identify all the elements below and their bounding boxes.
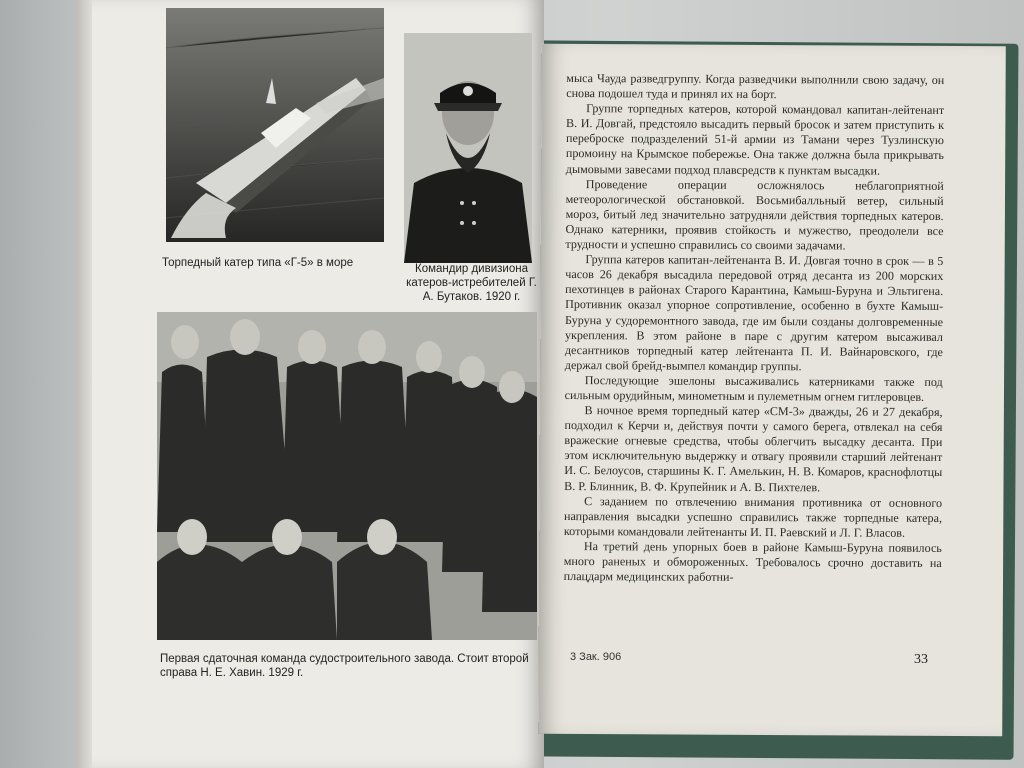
body-text: [564, 71, 945, 586]
commander-portrait-photo: [404, 33, 532, 263]
signature-mark: 3 Зак. 906: [570, 651, 622, 663]
shipyard-crew-group-image: [157, 312, 537, 640]
paragraph: На третий день упорных боев в районе Камыш-Буруна появилось много раненых и обмороженных. Требовалось срочно доставить на плацдарм медицинских работни-: [563, 539, 942, 584]
paragraph: мыса Чауда разведгруппу. Когда разведчики выполнили свою задачу, он снова подошел туда и принял их на борт.: [566, 71, 945, 102]
paragraph: Группе торпедных катеров, которой командовал капитан-лейтенант В. И. Довгай, предстояло высадить первый бросок и затем приступить к переброске подразделений 51-й армии из Тамани через Тузлинскую промоину на Крымское побережье. Она также должна была прикрывать дымовыми завесами подход плавсредств к пунктам высадки.: [565, 101, 945, 178]
paragraph: В ночное время торпедный катер «СМ-3» дважды, 26 и 27 декабря, подходил к Керчи и, действуя почти у самого берега, отвлекал на себя вражеские огневые средства, чтобы облегчить высадку десанта. При этом исключительную выдержку и отвагу проявили старший лейтенант И. С. Белоусов, старшины К. Г. Амелькин, Н. В. Комаров, краснофлотцы В. Р. Блинник, В. Ф. Крупейник и А. В. Пихтелев.: [564, 403, 943, 494]
commander-portrait-image: [404, 33, 532, 263]
page-number: 33: [914, 652, 928, 667]
torpedo-boat-photo-image: [166, 8, 384, 242]
group-photo-caption: Первая сдаточная команда судостроительного завода. Стоит второй справа Н. Е. Хавин. 1929 г.: [160, 653, 529, 679]
boat-photo-caption: Торпедный катер типа «Г-5» в море: [162, 257, 354, 269]
torpedo-boat-photo: [166, 8, 384, 242]
paragraph: Последующие эшелоны высаживались катерниками также под сильным орудийным, минометным и пулеметным огнем гитлеровцев.: [564, 372, 943, 404]
shipyard-crew-group-photo: [157, 312, 537, 640]
portrait-photo-caption: Командир дивизиона катеров-истребителей Г. А. Бутаков. 1920 г.: [406, 263, 537, 303]
paragraph: Проведение операции осложнялось неблагоприятной метеорологической обстановкой. Восьмибалльный ветер, сильный мороз, битый лед значительно затрудняли действия торпедных катеров. Однако катерники, проявив стойкость и мужество, преодолели все трудности и успешно справились со своими задачами.: [565, 176, 944, 253]
paragraph: С заданием по отвлечению внимания противника от основного направления высадки успешно справились также торпедные катера, которыми командовали лейтенанты И. П. Раевский и Л. Г. Власов.: [563, 493, 943, 540]
paragraph: Группа катеров капитан-лейтенанта В. И. Довгая точно в срок — в 5 часов 26 декабря высадила передовой отряд десанта из 200 морских пехотинцев в районах Старого Карантина, Камыш-Буруна и Эльтигена. Противник оказал упорное сопротивление, особенно в бухте Камыш-Буруна у судоремонтного завода, где им были созданы долговременные укрепления. В этом районе в паре с другим катером высаживал десантников торпедный катер лейтенанта П. И. Вайнаровского, где держал свой брейд-вымпел командир группы.: [564, 252, 944, 374]
